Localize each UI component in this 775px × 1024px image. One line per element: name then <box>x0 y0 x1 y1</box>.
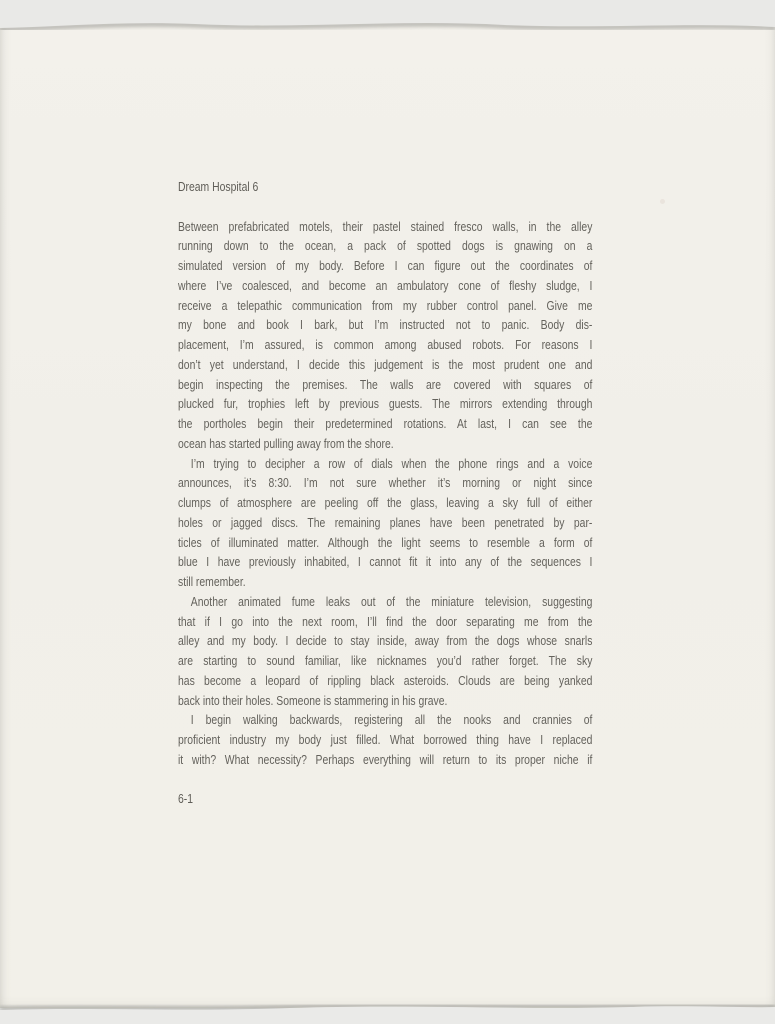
text-line: blue I have previously inhabited, I cannot fit it into any of the sequences I <box>178 554 593 570</box>
text-line: Another animated fume leaks out of the miniature television, suggesting <box>190 593 593 609</box>
text-line: has become a leopard of rippling black asteroids. Clouds are being yanked <box>178 672 593 688</box>
page-text-block <box>178 177 592 809</box>
text-line: placement, I’m assured, is common among abused robots. For reasons I <box>178 337 593 352</box>
paragraph <box>178 454 592 592</box>
paper-bottom-edge <box>0 984 775 1024</box>
text-line: that if I go into the next room, I’ll find the door separating me from the <box>178 613 593 629</box>
paragraph <box>178 217 592 454</box>
text-line: running down to the ocean, a pack of spotted dogs is gnawing on a <box>178 238 593 254</box>
text-line: proficient industry my body just filled. What borrowed thing have I replaced <box>178 732 593 747</box>
text-line: begin inspecting the premises. The walls are covered with squares of <box>178 376 593 392</box>
text-line: still remember. <box>178 574 246 589</box>
text-line: the portholes begin their predetermined rotations. At last, I can see the <box>178 416 593 431</box>
text-line: I begin walking backwards, registering all the nooks and crannies of <box>190 712 593 728</box>
text-line: plucked fur, trophies left by previous guests. The mirrors extending through <box>178 396 593 412</box>
body-footer-gap <box>178 770 592 790</box>
body-text <box>178 217 592 770</box>
text-line: are starting to sound familiar, like nicknames you’d rather forget. The sky <box>178 653 593 668</box>
paragraph <box>178 592 592 711</box>
text-line: alley and my body. I decide to stay inside, away from the dogs whose snarls <box>178 633 593 649</box>
title-body-gap <box>178 197 592 217</box>
text-line: ticles of illuminated matter. Although the light seems to resemble a form of <box>178 534 593 550</box>
text-line: Between prefabricated motels, their pastel stained fresco walls, in the alley <box>178 218 593 234</box>
paper-top-edge <box>0 0 775 42</box>
text-line: it with? What necessity? Perhaps everything will return to its proper niche if <box>178 751 593 767</box>
text-line: announces, it’s 8:30. I’m not sure whether it’s morning or night since <box>178 475 593 491</box>
text-line: clumps of atmosphere are peeling off the glass, leaving a sky full of either <box>178 495 593 510</box>
paragraph <box>178 710 592 769</box>
page-number: 6-1 <box>178 791 194 807</box>
text-line: don’t yet understand, I decide this judgement is the most prudent one and <box>178 356 593 372</box>
paper-blemish <box>660 199 665 204</box>
text-line: my bone and book I bark, but I’m instructed not to panic. Body dis- <box>178 317 593 333</box>
text-line: I’m trying to decipher a row of dials when the phone rings and a voice <box>190 455 593 471</box>
text-line: ocean has started pulling away from the shore. <box>178 435 394 451</box>
text-line: back into their holes. Someone is stammering in his grave. <box>178 692 448 708</box>
text-line: where I’ve coalesced, and become an ambulatory cone of fleshy sludge, I <box>178 277 593 293</box>
text-line: holes or jagged discs. The remaining planes have been penetrated by par- <box>178 514 593 530</box>
text-line: receive a telepathic communication from my rubber control panel. Give me <box>178 297 593 313</box>
page-title: Dream Hospital 6 <box>178 179 259 194</box>
text-line: simulated version of my body. Before I can figure out the coordinates of <box>178 258 593 273</box>
